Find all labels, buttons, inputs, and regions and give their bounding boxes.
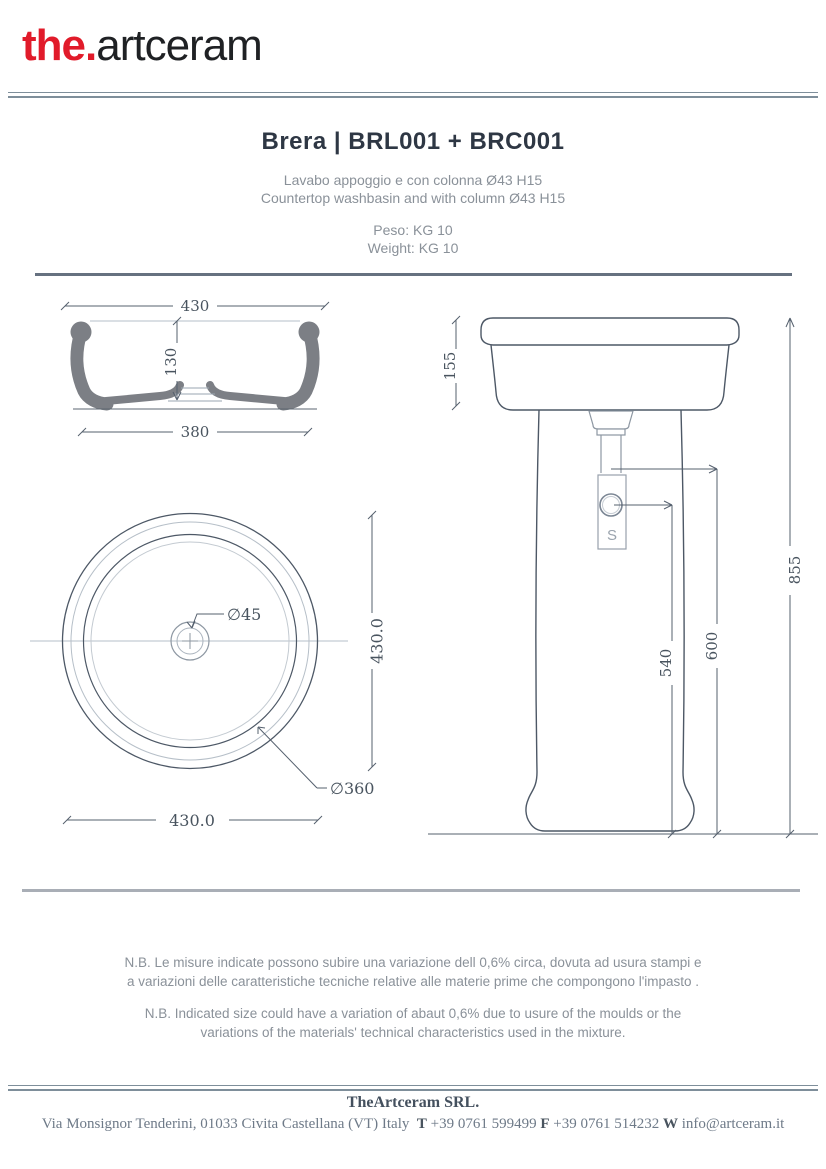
header-divider (8, 92, 818, 98)
section-floor-right (210, 385, 284, 401)
leader-d360 (258, 727, 327, 788)
drain-flange (589, 411, 633, 429)
elevation-view (428, 316, 818, 838)
top-drawing-divider (35, 273, 792, 276)
bottom-drawing-divider (22, 889, 800, 892)
note-italian (0, 953, 826, 991)
dim-label-600: 600 (703, 631, 721, 661)
subtitle-italian: Lavabo appoggio e con colonna Ø43 H15 (283, 172, 543, 188)
technical-drawings (0, 280, 826, 890)
note-english-line2: variations of the materials' technical characteristics used in the mixture. (200, 1025, 626, 1040)
dim-label-130: 130 (162, 347, 180, 377)
product-title: Brera | BRL001 + BRC001 (261, 128, 565, 155)
footer-street: Via Monsignor Tenderini, 01033 Civita Castellana (VT) Italy (41, 1116, 410, 1132)
section-left-wall (77, 332, 107, 404)
section-right-wall (283, 332, 313, 404)
dim-label-d45: ∅45 (227, 605, 262, 624)
column-outline (526, 410, 694, 831)
siphon-letter: S (606, 527, 618, 544)
section-view (61, 297, 329, 441)
subtitle-english: Countertop washbasin and with column Ø43 H15 (260, 190, 566, 206)
dim-label-430-horizontal: 430.0 (169, 811, 215, 830)
note-italian-line2: a variazioni delle caratteristiche tecniche relative alle materie prime che compongono l'impasto . (126, 974, 700, 989)
weight-italian: Peso: KG 10 (373, 222, 453, 238)
section-floor-left (106, 385, 180, 401)
dim-label-430-vertical: 430.0 (367, 618, 387, 664)
dim-label-540: 540 (657, 648, 675, 678)
basin-body-outline (491, 345, 729, 410)
brand-logo-the: the. (22, 21, 97, 70)
footer-company: TheArtceram SRL. (346, 1094, 480, 1111)
dim-label-380: 380 (180, 423, 210, 441)
note-italian-line1: N.B. Le misure indicate possono subire una variazione dell 0,6% circa, dovuta ad usura stampi e (124, 955, 702, 970)
leader-d45 (187, 614, 224, 628)
note-english (0, 1004, 826, 1042)
footer-address (0, 1116, 826, 1133)
footer-divider (8, 1085, 818, 1091)
dim-label-d360: ∅360 (330, 779, 375, 798)
drain-step (597, 429, 625, 435)
footer-web-label: W (663, 1116, 679, 1132)
note-english-line1: N.B. Indicated size could have a variation of abaut 0,6% due to usure of the moulds or the (144, 1006, 682, 1021)
dim-label-155: 155 (441, 351, 459, 381)
section-profile (71, 321, 320, 409)
footer-phone: +39 0761 599499 (430, 1116, 537, 1132)
plan-center-cross (182, 633, 198, 649)
brand-logo-artceram: artceram (96, 21, 262, 70)
dim-label-430-top: 430 (180, 297, 210, 315)
plan-view (30, 511, 387, 830)
footer-email: info@artceram.it (681, 1116, 785, 1132)
footer-phone-label: T (416, 1116, 427, 1132)
brand-logo (22, 21, 262, 70)
footer-fax-label: F (540, 1116, 550, 1132)
basin-rim-outline (481, 318, 739, 345)
footer-fax: +39 0761 514232 (553, 1116, 660, 1132)
weight-english: Weight: KG 10 (367, 240, 459, 256)
dim-label-855: 855 (786, 555, 804, 585)
